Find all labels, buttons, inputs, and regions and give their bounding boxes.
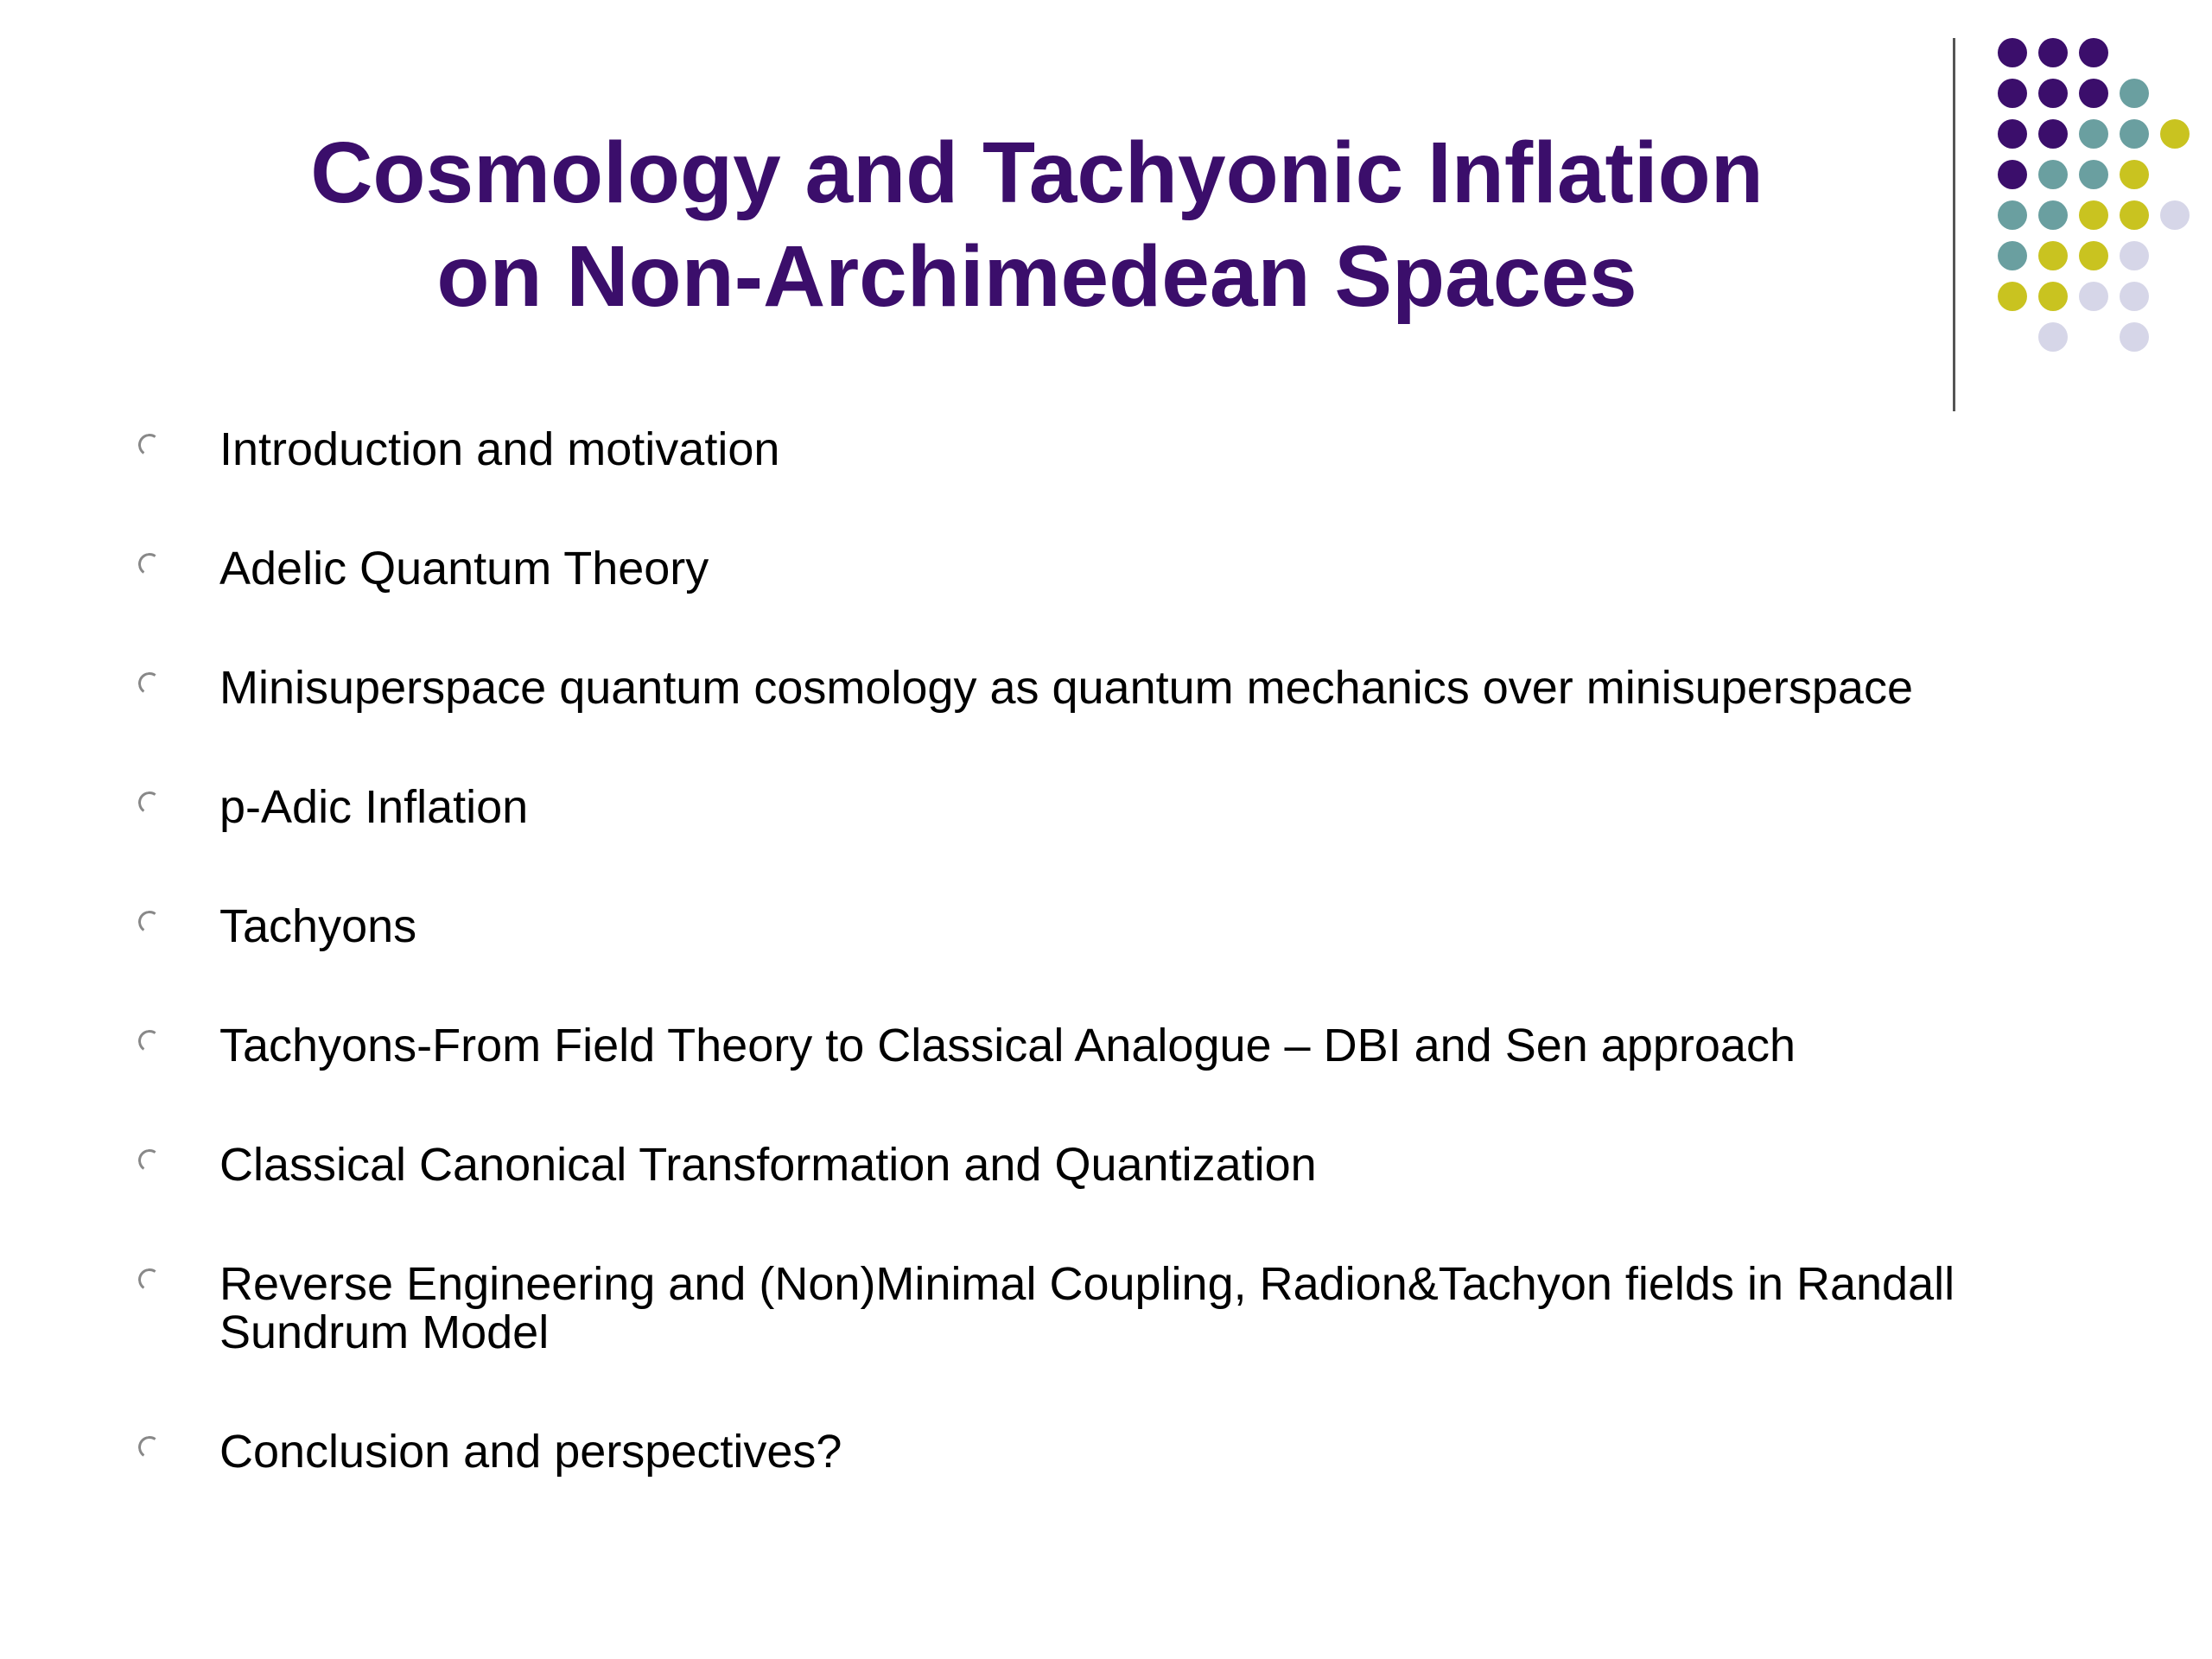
- decorative-dot: [2120, 322, 2149, 352]
- bullet-text: Classical Canonical Transformation and Quantization: [219, 1139, 1317, 1191]
- bullet-text: Tachyons: [219, 900, 417, 952]
- bullet-text: Introduction and motivation: [219, 423, 780, 475]
- decorative-dot: [2120, 79, 2149, 108]
- hollow-circle-bullet-icon: [130, 534, 219, 586]
- bullet-item: [130, 772, 2117, 892]
- slide-title-line-1: Cosmology and Tachyonic Inflation: [310, 124, 1764, 221]
- bullet-item: [130, 1417, 2117, 1536]
- hollow-circle-bullet-icon: [130, 892, 219, 944]
- decorative-dot: [2160, 119, 2190, 149]
- bullet-text: p-Adic Inflation: [219, 781, 529, 833]
- decorative-dot: [1998, 200, 2027, 230]
- decorative-dot: [1998, 241, 2027, 270]
- bullet-item: [130, 653, 2117, 772]
- decorative-dot: [2079, 241, 2108, 270]
- decorative-dot: [1998, 119, 2027, 149]
- decorative-dot: [2079, 79, 2108, 108]
- bullet-item: [130, 892, 2117, 1011]
- bullet-item: [130, 1011, 2117, 1130]
- decorative-dot: [2120, 241, 2149, 270]
- hollow-circle-bullet-icon: [130, 772, 219, 824]
- hollow-circle-bullet-icon: [130, 415, 219, 467]
- hollow-circle-bullet-icon: [130, 653, 219, 705]
- decorative-dot: [2038, 200, 2068, 230]
- bullet-list: [130, 415, 2117, 1536]
- bullet-text: Adelic Quantum Theory: [219, 543, 709, 594]
- decorative-dot: [2079, 38, 2108, 67]
- bullet-text: Tachyons-From Field Theory to Classical Analogue – DBI and Sen approach: [219, 1020, 1796, 1071]
- slide-title-line-2: on Non-Archimedean Spaces: [436, 228, 1637, 325]
- hollow-circle-bullet-icon: [130, 1011, 219, 1063]
- decorative-dot: [2038, 160, 2068, 189]
- bullet-item: [130, 534, 2117, 653]
- bullet-item: [130, 1130, 2117, 1249]
- decorative-dot: [1998, 79, 2027, 108]
- decorative-dot: [2038, 79, 2068, 108]
- slide-title: [173, 121, 1901, 328]
- decorative-dot: [2038, 119, 2068, 149]
- bullet-item: [130, 415, 2117, 534]
- decorative-dot: [2038, 241, 2068, 270]
- decorative-dot: [2079, 200, 2108, 230]
- decorative-dot: [1998, 160, 2027, 189]
- decorative-dot: [2038, 282, 2068, 311]
- decorative-dot: [1998, 38, 2027, 67]
- bullet-text: Minisuperspace quantum cosmology as quantum mechanics over minisuperspace: [219, 662, 1913, 714]
- bullet-text: Reverse Engineering and (Non)Minimal Coupling, Radion&Tachyon fields in Randall Sundrum Model: [219, 1258, 1955, 1358]
- dot-grid-decoration: [1987, 35, 2212, 363]
- hollow-circle-bullet-icon: [130, 1130, 219, 1182]
- vertical-divider: [1953, 38, 1955, 411]
- decorative-dot: [2079, 282, 2108, 311]
- decorative-dot: [2079, 160, 2108, 189]
- decorative-dot: [2160, 200, 2190, 230]
- decorative-dot: [2038, 38, 2068, 67]
- decorative-dot: [1998, 282, 2027, 311]
- decorative-dot: [2120, 282, 2149, 311]
- decorative-dot: [2079, 119, 2108, 149]
- decorative-dot: [2120, 200, 2149, 230]
- bullet-item: [130, 1249, 2117, 1417]
- hollow-circle-bullet-icon: [130, 1417, 219, 1469]
- hollow-circle-bullet-icon: [130, 1249, 219, 1301]
- decorative-dot: [2120, 160, 2149, 189]
- decorative-dot: [2038, 322, 2068, 352]
- decorative-dot: [2120, 119, 2149, 149]
- bullet-text: Conclusion and perspectives?: [219, 1426, 842, 1478]
